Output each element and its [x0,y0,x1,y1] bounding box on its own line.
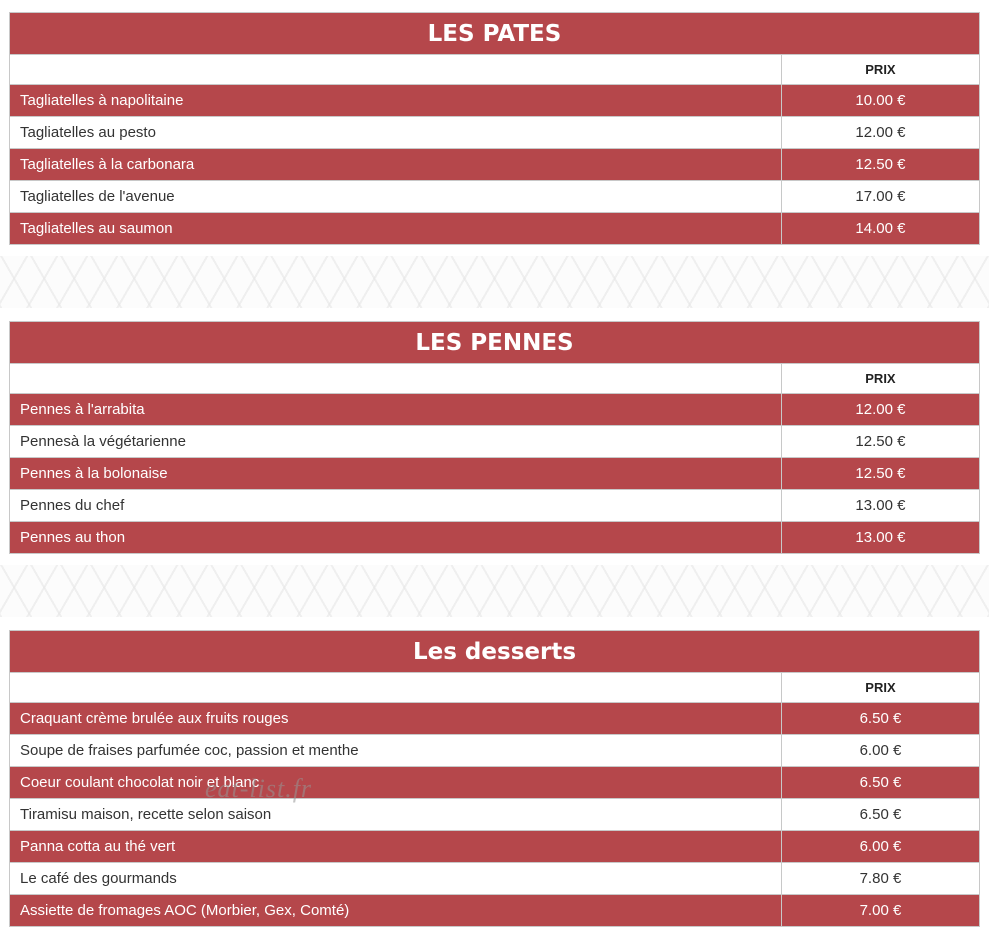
item-name: Panna cotta au thé vert [10,831,782,863]
table-row [10,490,980,522]
item-price: 12.00 € [781,117,979,149]
table-row [10,426,980,458]
section-title: LES PENNES [10,322,980,364]
item-price: 13.00 € [781,522,979,554]
item-price: 12.50 € [781,426,979,458]
item-price: 7.00 € [781,895,979,927]
item-name: Pennes à la bolonaise [10,458,782,490]
section-desserts [9,630,980,927]
item-price: 12.00 € [781,394,979,426]
section-pennes [9,321,980,554]
table-row [10,117,980,149]
table-row [10,181,980,213]
table-row [10,799,980,831]
item-price: 6.50 € [781,703,979,735]
price-header: PRIX [781,364,979,394]
table-row [10,85,980,117]
item-price: 7.80 € [781,863,979,895]
price-header: PRIX [781,673,979,703]
table-row [10,458,980,490]
table-row [10,522,980,554]
name-header [10,364,782,394]
item-price: 12.50 € [781,149,979,181]
item-name: Tagliatelles au pesto [10,117,782,149]
table-row [10,394,980,426]
item-name: Assiette de fromages AOC (Morbier, Gex, Comté) [10,895,782,927]
table-header-row [10,364,980,394]
item-name: Tagliatelles au saumon [10,213,782,245]
item-name: Tagliatelles de l'avenue [10,181,782,213]
table-row [10,831,980,863]
table-row [10,703,980,735]
item-name: Soupe de fraises parfumée coc, passion et menthe [10,735,782,767]
item-name: Tagliatelles à napolitaine [10,85,782,117]
item-name: Coeur coulant chocolat noir et blanc [10,767,782,799]
item-price: 17.00 € [781,181,979,213]
item-name: Pennesà la végétarienne [10,426,782,458]
item-price: 6.00 € [781,831,979,863]
table-row [10,735,980,767]
item-price: 10.00 € [781,85,979,117]
section-title: LES PATES [10,13,980,55]
table-header-row [10,55,980,85]
table-row [10,767,980,799]
item-name: Pennes au thon [10,522,782,554]
table-row [10,213,980,245]
desserts-table [9,630,980,927]
price-header: PRIX [781,55,979,85]
section-pates [9,12,980,245]
name-header [10,673,782,703]
item-name: Pennes à l'arrabita [10,394,782,426]
decorative-divider [0,256,989,308]
item-name: Le café des gourmands [10,863,782,895]
name-header [10,55,782,85]
item-price: 6.50 € [781,767,979,799]
pennes-table [9,321,980,554]
item-price: 6.50 € [781,799,979,831]
table-row [10,863,980,895]
section-title: Les desserts [10,631,980,673]
table-row [10,895,980,927]
item-name: Pennes du chef [10,490,782,522]
item-price: 13.00 € [781,490,979,522]
item-price: 12.50 € [781,458,979,490]
table-header-row [10,673,980,703]
item-name: Tagliatelles à la carbonara [10,149,782,181]
item-price: 14.00 € [781,213,979,245]
item-name: Craquant crème brulée aux fruits rouges [10,703,782,735]
item-price: 6.00 € [781,735,979,767]
decorative-divider [0,565,989,617]
item-name: Tiramisu maison, recette selon saison [10,799,782,831]
watermark: eat-list.fr [205,774,313,803]
pates-table [9,12,980,245]
table-row [10,149,980,181]
